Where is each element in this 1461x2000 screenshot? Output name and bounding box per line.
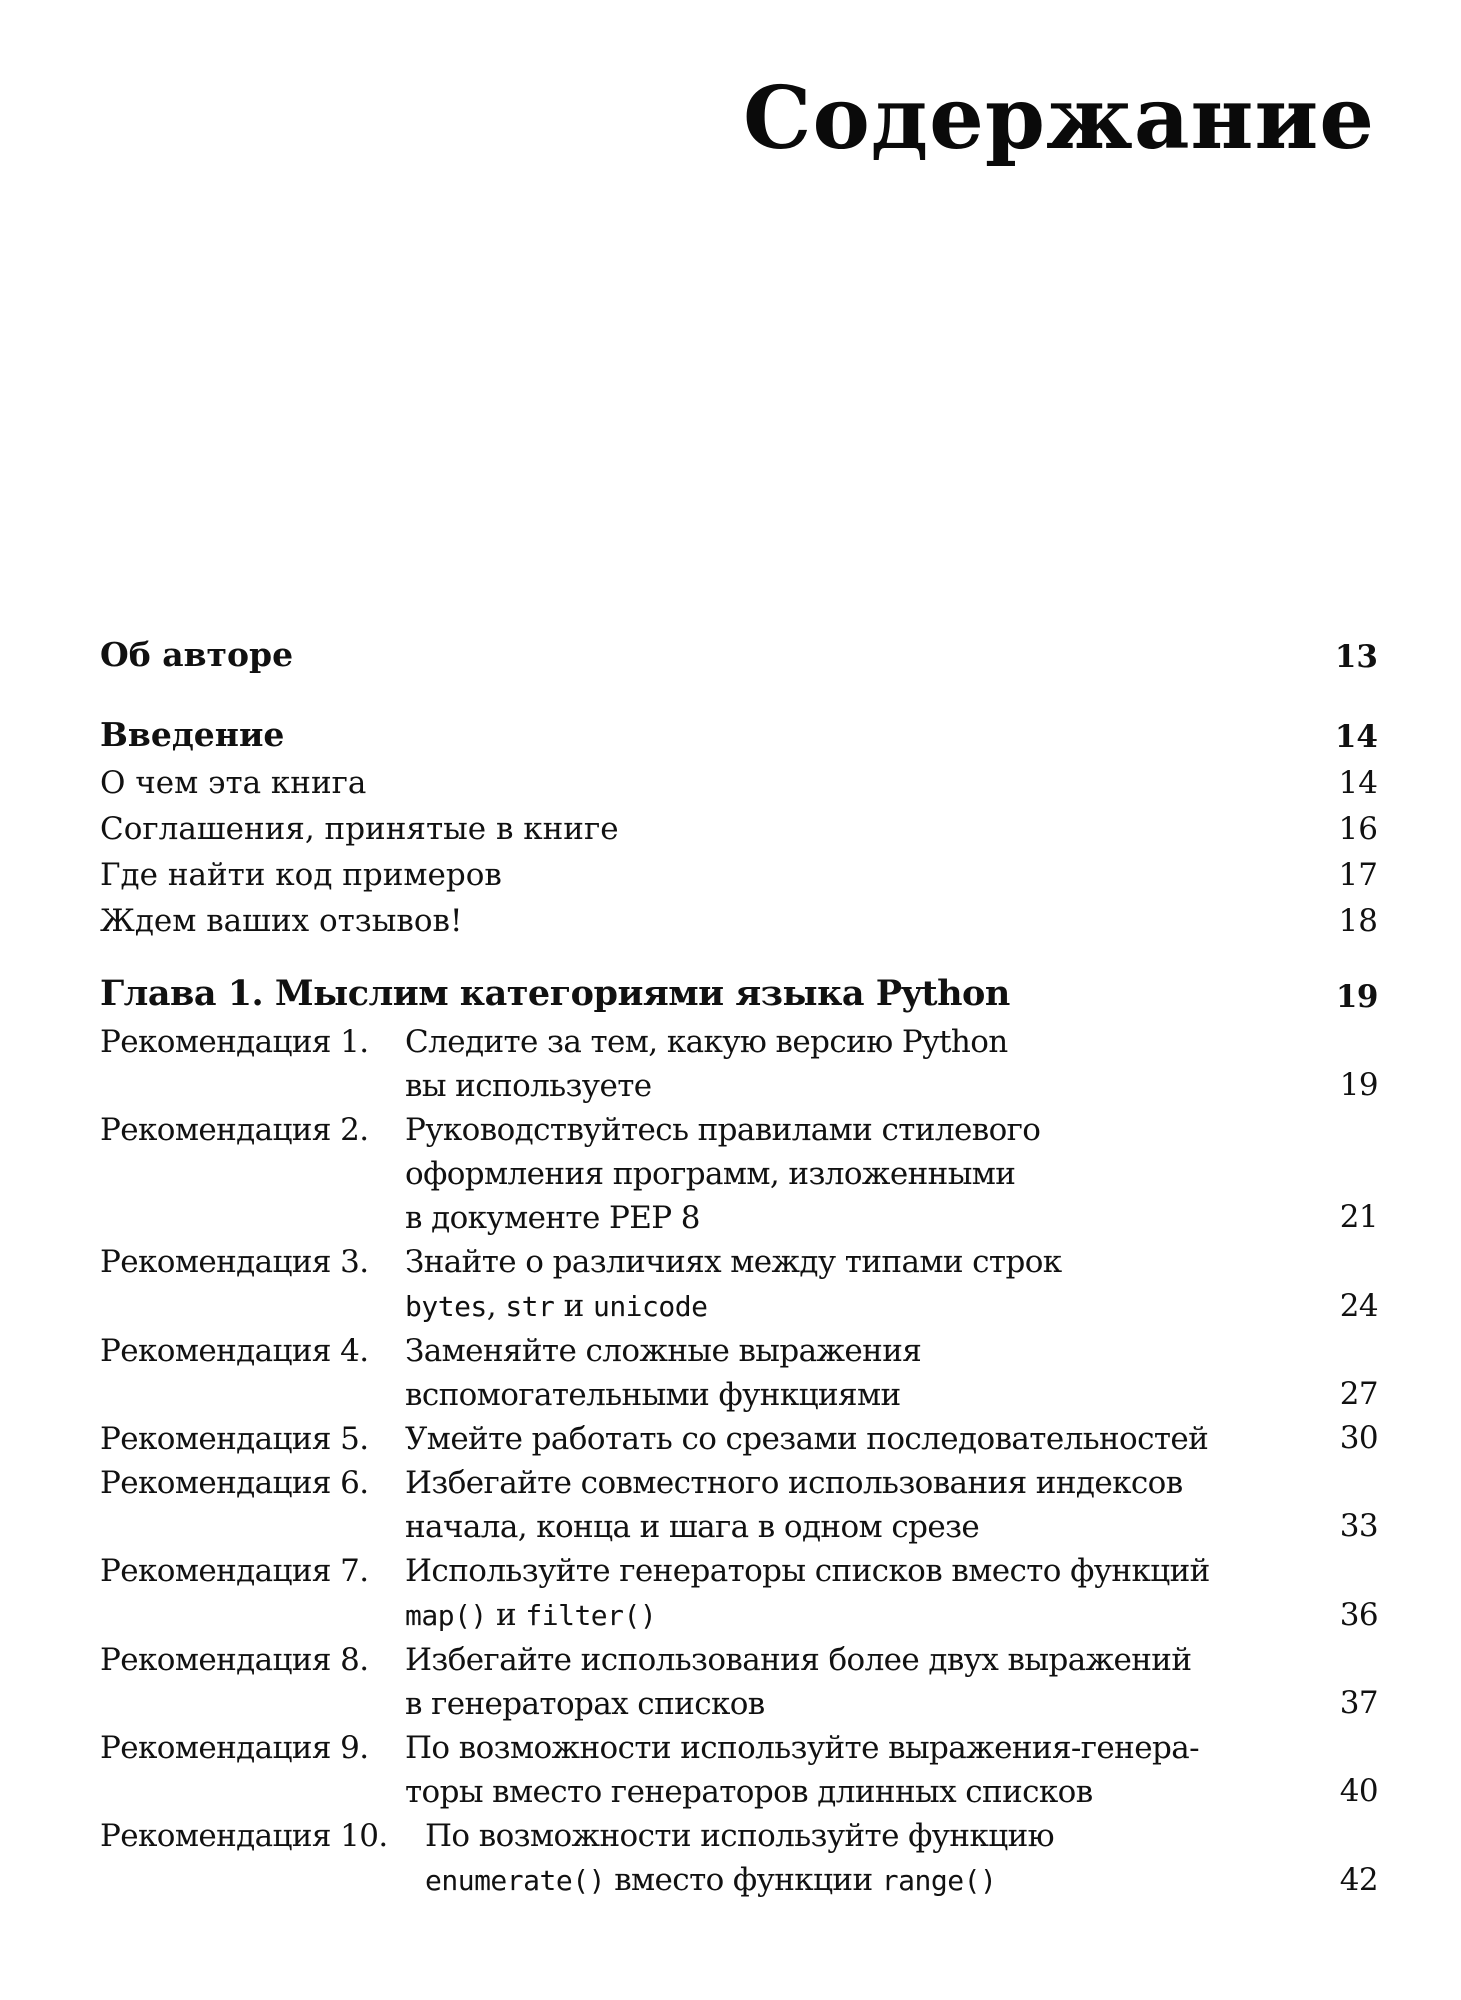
- separator: вместо функции: [604, 1862, 882, 1898]
- title-line: в генераторах списков: [405, 1686, 765, 1722]
- toc-entry-label: Где найти код примеров: [100, 857, 502, 893]
- toc-recommendation[interactable]: [100, 1417, 1378, 1461]
- code-map: map(): [405, 1599, 487, 1632]
- recommendation-title: [405, 1020, 1378, 1108]
- toc-recommendation[interactable]: [100, 1329, 1378, 1417]
- toc-entry-about-author[interactable]: [100, 630, 1378, 680]
- toc-page-number: 14: [1334, 719, 1378, 755]
- title-line: Заменяйте сложные выражения: [405, 1333, 922, 1369]
- toc-subentry[interactable]: [100, 898, 1378, 944]
- recommendation-title: [405, 1240, 1378, 1329]
- toc-page-number: 30: [1339, 1420, 1378, 1456]
- title-line: Избегайте совместного использования индексов: [405, 1465, 1183, 1501]
- recommendation-title: [405, 1461, 1378, 1549]
- recommendation-title: [405, 1417, 1378, 1461]
- toc-page-number: 19: [1339, 1067, 1378, 1103]
- title-line: По возможности используйте выражения-генера-: [405, 1730, 1199, 1766]
- title-line: начала, конца и шага в одном срезе: [405, 1509, 980, 1545]
- toc-recommendation[interactable]: [100, 1461, 1378, 1549]
- toc-recommendation[interactable]: [100, 1638, 1378, 1726]
- toc-entry-label: Глава 1. Мыслим категориями языка Python: [100, 973, 1010, 1014]
- toc-page-number: 16: [1338, 811, 1378, 847]
- toc-recommendation[interactable]: [100, 1108, 1378, 1240]
- title-line: [405, 1284, 1288, 1329]
- recommendation-title: [425, 1814, 1378, 1903]
- recommendation-title: [405, 1329, 1378, 1417]
- code-unicode: unicode: [592, 1290, 708, 1323]
- recommendation-label: Рекомендация 7.: [100, 1553, 369, 1589]
- toc-entry-intro[interactable]: [100, 710, 1378, 760]
- title-line: вспомогательными функциями: [405, 1377, 901, 1413]
- toc-entry-label: О чем эта книга: [100, 765, 367, 801]
- recommendation-label: Рекомендация 3.: [100, 1244, 369, 1280]
- recommendation-title: [405, 1549, 1378, 1638]
- separator: и: [486, 1597, 526, 1633]
- toc-page-number: 36: [1339, 1597, 1378, 1633]
- separator: и: [554, 1288, 593, 1324]
- toc-page-number: 17: [1338, 857, 1378, 893]
- toc-page-number: 37: [1339, 1685, 1378, 1721]
- toc-recommendation[interactable]: [100, 1240, 1378, 1329]
- recommendation-label: Рекомендация 9.: [100, 1730, 369, 1766]
- recommendation-label: Рекомендация 10.: [100, 1818, 388, 1854]
- toc-entry-label: Введение: [100, 715, 285, 754]
- recommendation-title: [405, 1726, 1378, 1814]
- title-line: в документе PEP 8: [405, 1200, 700, 1236]
- table-of-contents: [100, 630, 1378, 1903]
- title-line: Знайте о различиях между типами строк: [405, 1244, 1062, 1280]
- toc-entry-label: Об авторе: [100, 635, 294, 674]
- title-line: [405, 1593, 1288, 1638]
- toc-page-number: 18: [1338, 903, 1378, 939]
- toc-recommendation[interactable]: [100, 1814, 1378, 1903]
- toc-page-number: 13: [1334, 639, 1378, 675]
- toc-recommendation[interactable]: [100, 1726, 1378, 1814]
- toc-entry-label: Соглашения, принятые в книге: [100, 811, 619, 847]
- page-title: Содержание: [743, 68, 1375, 169]
- code-range: range(): [881, 1864, 997, 1897]
- code-str: str: [505, 1290, 555, 1323]
- recommendation-label: Рекомендация 1.: [100, 1024, 369, 1060]
- title-line: оформления программ, изложенными: [405, 1156, 1016, 1192]
- toc-page-number: 14: [1338, 765, 1378, 801]
- toc-page-number: 24: [1339, 1288, 1378, 1324]
- toc-subentry[interactable]: [100, 852, 1378, 898]
- toc-page-number: 40: [1339, 1773, 1378, 1809]
- toc-page-number: 27: [1339, 1376, 1378, 1412]
- toc-page-number: 42: [1339, 1862, 1378, 1898]
- recommendation-label: Рекомендация 2.: [100, 1112, 369, 1148]
- toc-subentry[interactable]: [100, 760, 1378, 806]
- toc-entry-label: Ждем ваших отзывов!: [100, 903, 463, 939]
- recommendation-label: Рекомендация 5.: [100, 1421, 369, 1457]
- toc-page-number: 19: [1335, 979, 1378, 1015]
- toc-recommendation[interactable]: [100, 1549, 1378, 1638]
- toc-page-number: 33: [1339, 1508, 1378, 1544]
- title-line: По возможности используйте функцию: [425, 1818, 1055, 1854]
- separator: ,: [486, 1288, 506, 1324]
- recommendation-label: Рекомендация 6.: [100, 1465, 369, 1501]
- code-filter: filter(): [525, 1599, 657, 1632]
- title-line: Следите за тем, какую версию Python: [405, 1024, 1008, 1060]
- toc-subentry[interactable]: [100, 806, 1378, 852]
- recommendation-label: Рекомендация 8.: [100, 1642, 369, 1678]
- title-line: Умейте работать со срезами последовательностей: [405, 1421, 1209, 1457]
- toc-recommendation[interactable]: [100, 1020, 1378, 1108]
- title-line: [425, 1858, 1288, 1903]
- title-line: вы используете: [405, 1068, 652, 1104]
- code-enumerate: enumerate(): [425, 1864, 605, 1897]
- recommendation-title: [405, 1638, 1378, 1726]
- title-line: Руководствуйтесь правилами стилевого: [405, 1112, 1041, 1148]
- toc-entry-chapter-1[interactable]: [100, 968, 1378, 1020]
- code-bytes: bytes: [405, 1290, 487, 1323]
- recommendation-title: [405, 1108, 1378, 1240]
- toc-page-number: 21: [1339, 1199, 1378, 1235]
- recommendation-label: Рекомендация 4.: [100, 1333, 369, 1369]
- title-line: Используйте генераторы списков вместо функций: [405, 1553, 1210, 1589]
- title-line: Избегайте использования более двух выражений: [405, 1642, 1192, 1678]
- title-line: торы вместо генераторов длинных списков: [405, 1774, 1093, 1810]
